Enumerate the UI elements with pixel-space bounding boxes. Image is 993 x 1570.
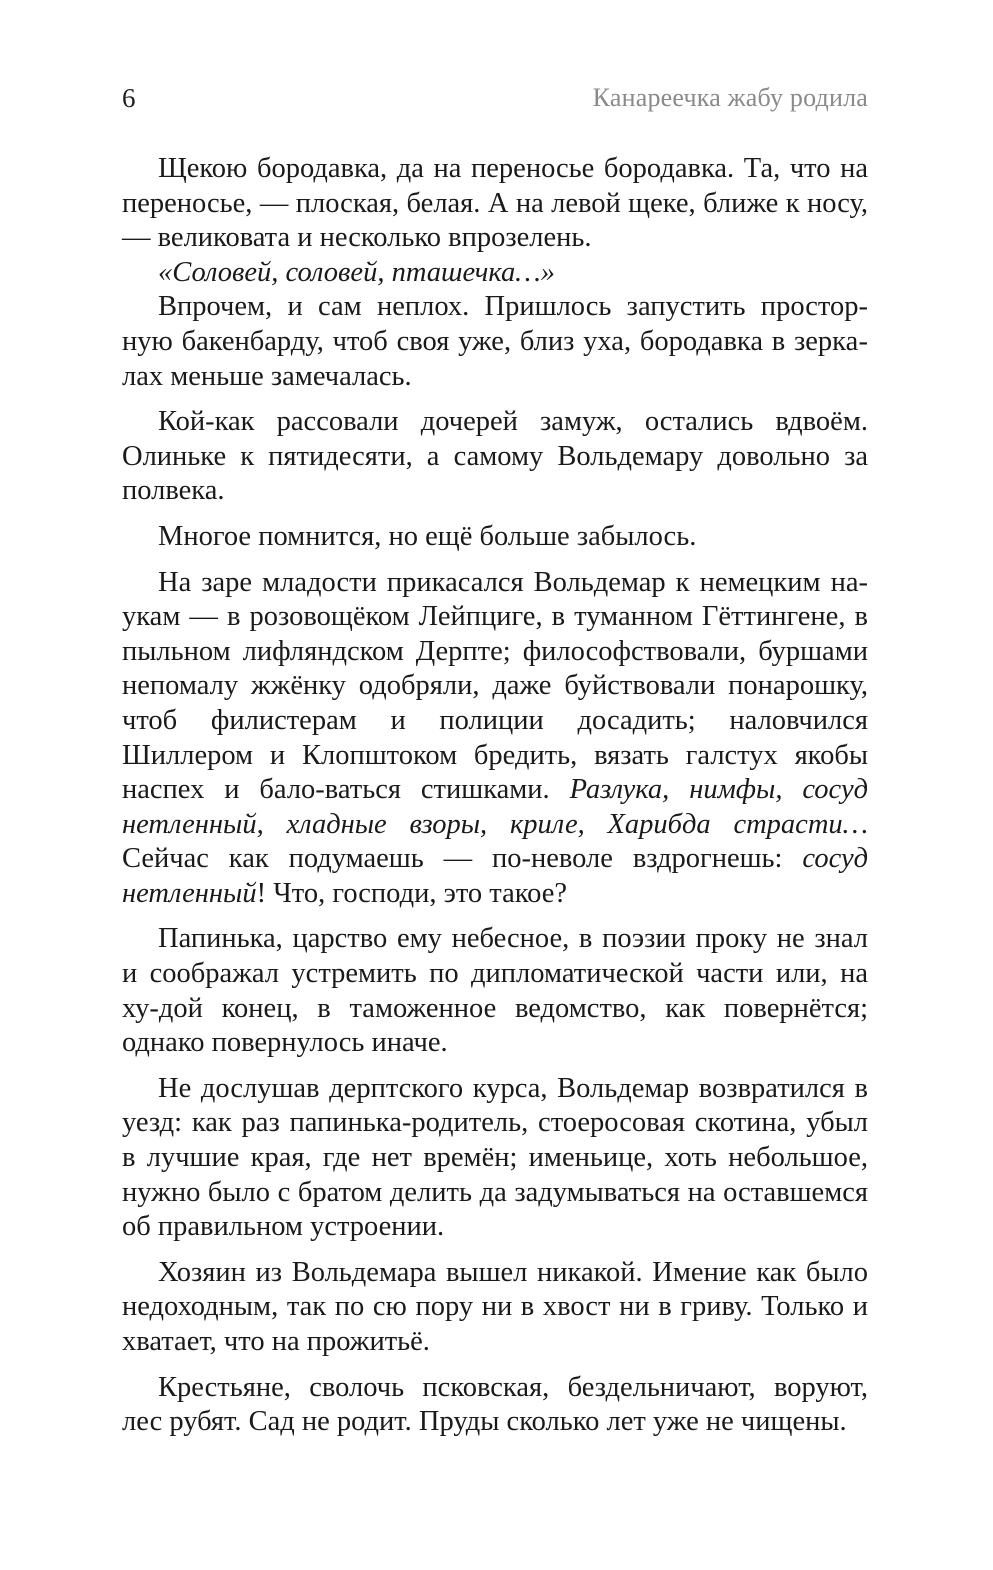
paragraph [122, 1072, 868, 1245]
text-line: и хватает, что на прожитьё. [122, 1291, 869, 1357]
text-line: в уезд: как раз папинька-родитель, стоеросовая скотина, убыл [122, 1072, 869, 1139]
text-line: в лучшие края, где нет времён; именьице, хоть небольшое, [122, 1142, 868, 1174]
book-title: Канареечка жабу родила [592, 83, 868, 112]
page-number: 6 [122, 83, 136, 113]
text-line: непомалу жжёнку одобряли, даже буйствовали понарошку, [122, 670, 868, 702]
text-line: и Клопштоком бредить, вязать галстух якобы наспех и бало- [122, 739, 868, 806]
text-line: Крестьяне, сволочь псковская, бездельничают, воруют, лес [122, 1371, 868, 1438]
text-line: к носу, — великовата и несколько впрозелень. [122, 187, 869, 254]
italic-phrase: Разлука, нимфы, сосуд нетленный, хладные [122, 774, 868, 840]
text-line: дой конец, в таможенное ведомство, как повернётся; однако [122, 992, 868, 1059]
paragraph [122, 566, 868, 912]
text-line: ! Что, господи, это такое? [256, 877, 568, 909]
text-line: Кой-как рассовали дочерей замуж, остались вдвоём. [158, 406, 868, 438]
text-line: Сейчас как подумаешь — по- [122, 843, 532, 875]
text-line: в пыльном лифляндском Дерпте; философствовали, буршами [122, 601, 869, 667]
text-line: чтоб филистерам и полиции досадить; наловчился Шиллером [122, 704, 868, 771]
paragraph [122, 152, 868, 256]
running-header [122, 80, 868, 120]
text-line: Хозяин из Вольдемара вышел никакой. Имение как было [158, 1256, 868, 1288]
paragraph [122, 1256, 868, 1360]
italic-phrase: взоры, криле, Харибда страсти… [409, 808, 869, 840]
text-line: повернулось иначе. [211, 1027, 448, 1059]
text-line: укам — в розовощёком Лейпциге, в туманном Гёттингене, [122, 601, 846, 633]
text-line: об правильном устроении. [122, 1211, 445, 1243]
text-line: нужно было с братом делить да задумываться на оставшемся [122, 1176, 868, 1208]
paragraph [122, 290, 868, 394]
paragraph [122, 520, 868, 555]
text-line: ную бакенбарду, чтоб своя уже, близ уха, бородавка в зерка [122, 325, 868, 357]
text-line: неволе вздрогнешь: [531, 843, 803, 875]
body-text [122, 152, 868, 1440]
text-line: и соображал устремить по дипломатической части или, на ху- [122, 958, 868, 1024]
paragraph [122, 1371, 868, 1440]
text-line: Впрочем, и сам неплох. Пришлось запустить простор- [158, 291, 868, 323]
text-line: Щекою бородавка, да на переносье бородавка. Та, что [158, 153, 831, 184]
text-line: На заре младости прикасался Вольдемар к немецким на- [158, 566, 868, 598]
text-line: полвека. [122, 475, 225, 507]
italic-phrase: сосуд нетленный [122, 843, 869, 909]
text-line: Папинька, царство ему небесное, в поэзии проку не знал [158, 923, 868, 955]
paragraph [122, 405, 868, 509]
text-line: недоходным, так по сю пору ни в хвост ни в гриву. Только [122, 1291, 845, 1323]
text-line: ваться стишками. [324, 774, 570, 806]
text-line: Многое помнится, но ещё больше забылось. [158, 520, 697, 552]
text-line: на переносье, — плоская, белая. А на левой щеке, ближе [122, 153, 869, 219]
paragraph [122, 922, 868, 1060]
text-line: Олиньке к пятидесяти, а самому Вольдемару довольно за [122, 440, 868, 472]
text-line: Не дослушав дерптского курса, Вольдемар возвратился [158, 1072, 845, 1104]
text-line: рубят. Сад не родит. Пруды сколько лет уже не чищены. [169, 1406, 847, 1438]
text-line: лах меньше замечалась. [122, 360, 412, 392]
epigraph: «Соловей, соловей, пташечка…» [158, 256, 555, 288]
